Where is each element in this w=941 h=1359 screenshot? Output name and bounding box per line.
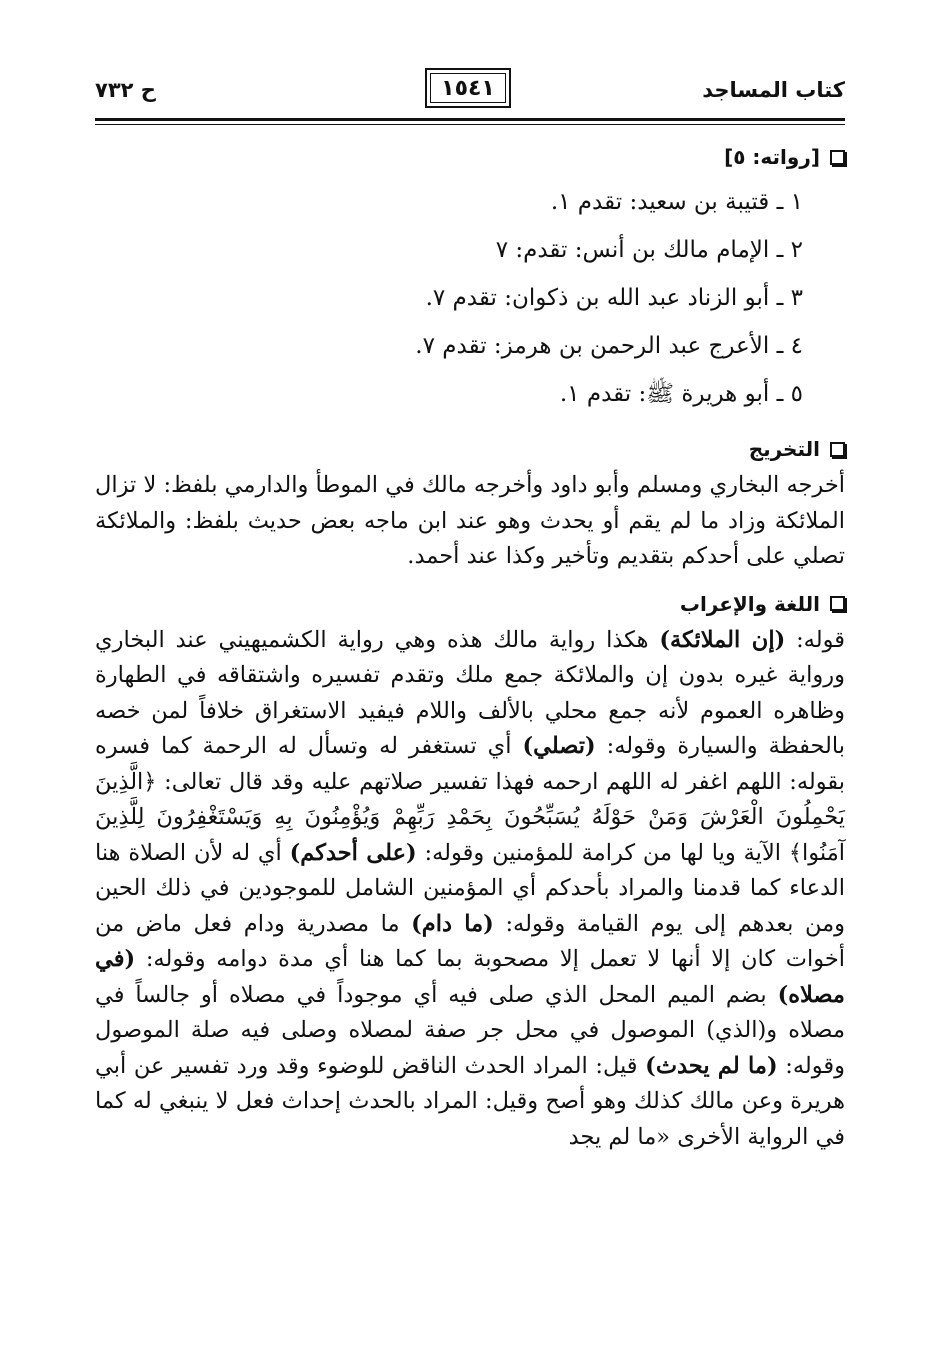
square-bullet-icon bbox=[830, 442, 845, 457]
quoted-term: (في مصلاه) bbox=[95, 946, 845, 1008]
page-number-box bbox=[425, 68, 511, 108]
quoted-term: (ما دام) bbox=[411, 910, 494, 937]
text-segment: قيل: المراد الحدث الناقض للوضوء وقد ورد تفسير عن أبي هريرة وعن مالك كذلك وهو أصح وقيل: المراد بالحدث إحداث فعل لا ينبغي له كما في الرواية الأخرى «ما لم يجد bbox=[95, 1052, 845, 1150]
page-body bbox=[95, 140, 845, 1167]
square-bullet-icon bbox=[830, 596, 845, 611]
takhrij-heading-text: التخريج bbox=[748, 437, 820, 461]
list-item: ٥ ـ أبو هريرة ﷺ: تقدم ١. bbox=[559, 381, 803, 407]
language-paragraph bbox=[95, 623, 845, 1156]
takhrij-paragraph: أخرجه البخاري ومسلم وأبو داود وأخرجه مالك في الموطأ والدارمي بلفظ: لا تزال الملائكة وزاد ما لم يقم أو يحدث وهو عند ابن ماجه بعض حديث بلفظ: والملائكة تصلي على أحدكم بتقديم وتأخير وكذا عند أحمد. bbox=[95, 472, 845, 569]
list-item: ٢ ـ الإمام مالك بن أنس: تقدم: ٧ bbox=[495, 237, 803, 263]
language-heading bbox=[95, 587, 845, 621]
list-item: ٣ ـ أبو الزناد عبد الله بن ذكوان: تقدم ٧. bbox=[425, 285, 803, 311]
text-segment: هكذا رواية مالك هذه وهي رواية الكشميهيني عند البخاري ورواية غيره بدون إن والملائكة جمع ملك وتقدم تفسيره واشتقاقه في الطهارة وظاهره العموم لأنه جمع محلي بالألف واللام فيفيد الاستغراق خلافاً لمن خصه بالحفظة والسيارة وقوله: bbox=[95, 626, 845, 759]
quoted-term: (إن الملائكة) bbox=[659, 626, 786, 653]
header-rule bbox=[95, 118, 845, 125]
takhrij-heading bbox=[95, 432, 845, 466]
list-item: ١ ـ قتيبة بن سعيد: تقدم ١. bbox=[550, 189, 803, 215]
quoted-term: (ما لم يحدث) bbox=[645, 1052, 778, 1079]
text-segment: بضم الميم المحل الذي صلى فيه أي موجوداً في مصلاه أو جالساً في مصلاه و(الذي) الموصول في محل جر صفة لمصلاه وصلى فيه صلة الموصول وقوله: bbox=[95, 981, 845, 1079]
narrators-heading bbox=[95, 140, 845, 174]
quoted-term: (على أحدكم) bbox=[289, 839, 417, 866]
book-title: كتاب المساجد bbox=[702, 78, 845, 102]
narrators-list bbox=[95, 178, 845, 418]
text-segment: أي تستغفر له وتسأل له الرحمة كما فسره بقوله: اللهم اغفر له اللهم ارحمه فهذا تفسير صلاتهم عليه وقد قال تعالى: ﴿الَّذِينَ يَحْمِلُونَ الْعَرْشَ وَمَنْ حَوْلَهُ يُسَبِّحُونَ بِحَمْدِ رَبِّهِمْ وَيُؤْمِنُونَ بِهِ وَيَسْتَغْفِرُونَ لِلَّذِينَ آمَنُوا﴾ الآية ويا لها من كرامة للمؤمنين وقوله: bbox=[95, 733, 845, 866]
quoted-term: (تصلي) bbox=[522, 733, 596, 759]
page-header bbox=[95, 68, 845, 116]
narrators-heading-text: [رواته: ٥] bbox=[724, 145, 820, 169]
page-number: ١٥٤١ bbox=[441, 75, 495, 101]
text-segment: ما مصدرية ودام فعل ماض من أخوات كان إلا أنها لا تعمل إلا مصحوبة بما كما هنا أي مدة دوامه وقوله: bbox=[95, 910, 845, 972]
hadith-number: ح ٧٣٢ bbox=[95, 78, 156, 102]
square-bullet-icon bbox=[830, 150, 845, 165]
language-heading-text: اللغة والإعراب bbox=[679, 591, 820, 616]
list-item: ٤ ـ الأعرج عبد الرحمن بن هرمز: تقدم ٧. bbox=[415, 333, 803, 359]
text-segment: أي له لأن الصلاة هنا الدعاء كما قدمنا والمراد بأحدكم أي المؤمنين الشامل للموجودين في ذلك الحين ومن بعدهم إلى يوم القيامة وقوله: bbox=[95, 839, 845, 937]
text-segment: قوله: bbox=[785, 626, 845, 653]
